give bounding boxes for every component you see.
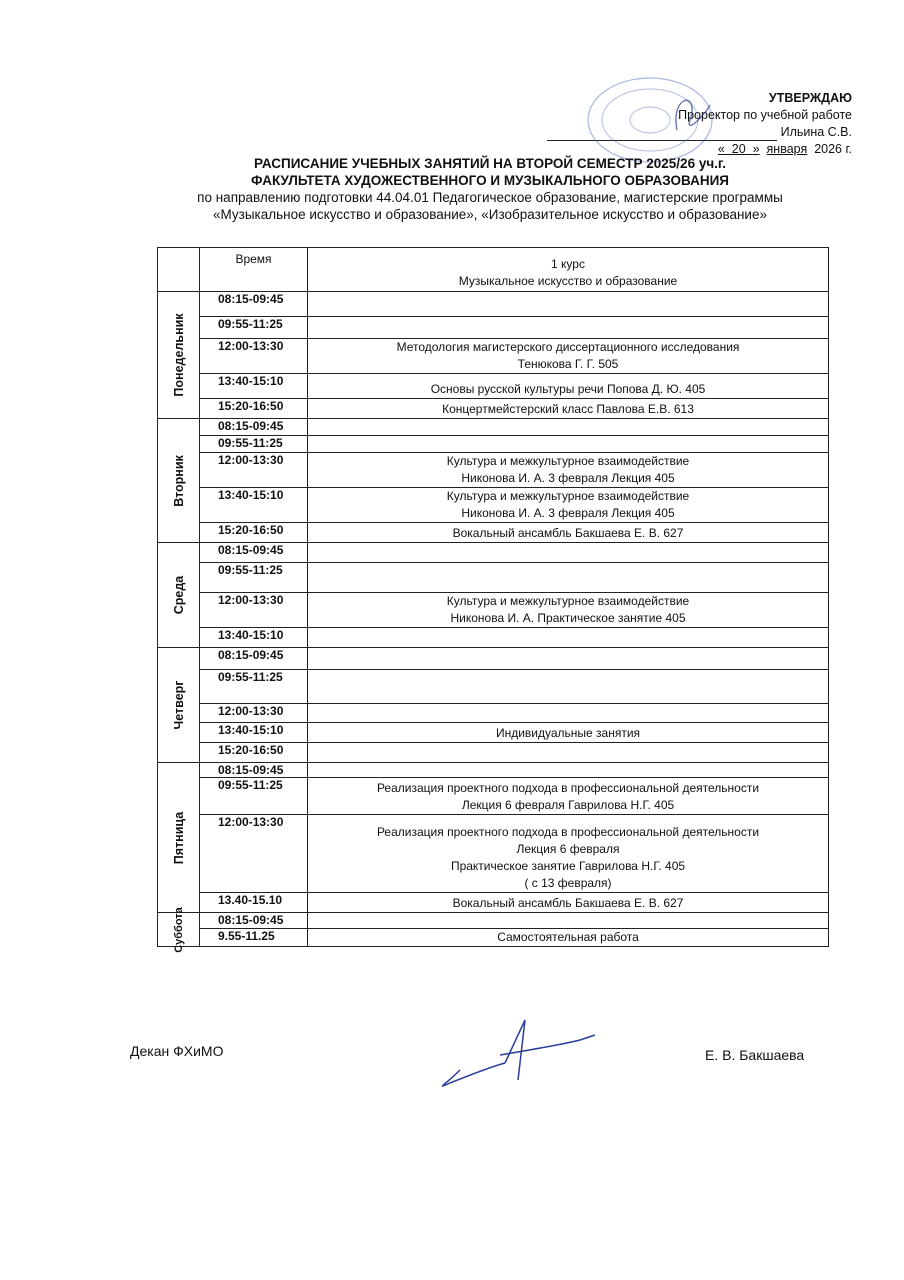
program-name: Музыкальное искусство и образование (458, 274, 678, 288)
heading-direction: по направлению подготовки 44.04.01 Педагогическое образование, магистерские программы (197, 190, 783, 205)
time-slot: 13.40-15.10 (200, 893, 308, 913)
subject-cell (308, 929, 829, 947)
time-slot: 08:15-09:45 (200, 763, 308, 778)
subject-line: Реализация проектного подхода в профессиональной деятельности (376, 781, 760, 795)
subject-cell (308, 488, 829, 523)
subject-cell (308, 815, 829, 893)
subject-line: Вокальный ансамбль Бакшаева Е. В. 627 (452, 896, 684, 910)
subject-cell (308, 399, 829, 419)
heading-title: РАСПИСАНИЕ УЧЕБНЫХ ЗАНЯТИЙ НА ВТОРОЙ СЕМЕСТР 2025/26 уч.г. (254, 156, 726, 171)
approve-date-year: 2026 г. (814, 142, 852, 156)
subject-line: Методология магистерского диссертационного исследования (396, 340, 740, 354)
time-slot: 08:15-09:45 (200, 913, 308, 929)
approve-name: Ильина С.В. (780, 125, 852, 139)
subject-cell (308, 593, 829, 628)
approve-date: « 20 » января 2026 г. (717, 142, 852, 156)
subject-line: Культура и межкультурное взаимодействие (446, 594, 690, 608)
subject-line: Тенюкова Г. Г. 505 (517, 357, 619, 371)
subject-cell (308, 419, 829, 436)
day-header-cell (158, 248, 200, 292)
time-slot: 13:40-15:10 (200, 723, 308, 743)
day-cell (158, 648, 200, 763)
subject-cell (308, 563, 829, 593)
time-slot: 13:40-15:10 (200, 374, 308, 399)
schedule-row (158, 543, 829, 563)
schedule-row (158, 743, 829, 763)
subject-cell (308, 743, 829, 763)
day-name: Понедельник (171, 313, 186, 397)
schedule-row (158, 436, 829, 453)
university-stamp (585, 75, 715, 165)
subject-cell (308, 339, 829, 374)
day-cell (158, 419, 200, 543)
subject-cell (308, 523, 829, 543)
day-cell (158, 543, 200, 648)
subject-cell (308, 704, 829, 723)
day-name: Вторник (171, 454, 186, 507)
schedule-row (158, 670, 829, 704)
schedule-row (158, 453, 829, 488)
subject-cell (308, 543, 829, 563)
subject-cell (308, 670, 829, 704)
schedule-row (158, 929, 829, 947)
time-slot: 09:55-11:25 (200, 563, 308, 593)
schedule-row (158, 488, 829, 523)
heading-programs: «Музыкальное искусство и образование», «Изобразительное искусство и образование» (213, 207, 767, 222)
time-header: Время (200, 248, 308, 292)
day-cell (158, 292, 200, 419)
time-slot: 09:55-11:25 (200, 436, 308, 453)
time-slot: 15:20-16:50 (200, 523, 308, 543)
dean-label: Декан ФХиМО (130, 1043, 224, 1059)
schedule-row (158, 593, 829, 628)
subject-line: Основы русской культуры речи Попова Д. Ю. 405 (430, 382, 706, 396)
day-cell (158, 763, 200, 913)
approve-word: УТВЕРЖДАЮ (768, 91, 852, 105)
course-number: 1 курс (551, 257, 585, 271)
time-slot: 15:20-16:50 (200, 743, 308, 763)
schedule-row (158, 419, 829, 436)
subject-cell (308, 913, 829, 929)
dean-name: Е. В. Бакшаева (705, 1047, 805, 1063)
schedule-row (158, 893, 829, 913)
subject-line: Никонова И. А. 3 февраля Лекция 405 (461, 471, 675, 485)
schedule-row (158, 374, 829, 399)
subject-line: Практическое занятие Гаврилова Н.Г. 405 (450, 859, 686, 873)
time-slot: 15:20-16:50 (200, 399, 308, 419)
day-name: Среда (171, 575, 186, 615)
subject-line: Лекция 6 февраля (516, 842, 620, 856)
schedule-row (158, 292, 829, 317)
day-name: Четверг (171, 680, 186, 730)
subject-line: Реализация проектного подхода в профессиональной деятельности (376, 825, 760, 839)
schedule-heading (150, 155, 830, 223)
schedule-body (158, 292, 829, 953)
subject-cell (308, 436, 829, 453)
subject-line: Культура и межкультурное взаимодействие (446, 454, 690, 468)
subject-cell (308, 317, 829, 339)
schedule-row (158, 723, 829, 743)
subject-cell (308, 763, 829, 778)
schedule-row (158, 913, 829, 929)
approve-position: Проректор по учебной работе (678, 108, 852, 122)
subject-cell (308, 628, 829, 648)
approve-date-month: января (766, 142, 808, 156)
subject-cell (308, 374, 829, 399)
subject-line: Культура и межкультурное взаимодействие (446, 489, 690, 503)
subject-cell (308, 778, 829, 815)
time-slot: 12:00-13:30 (200, 453, 308, 488)
time-slot: 09:55-11:25 (200, 778, 308, 815)
time-slot: 12:00-13:30 (200, 704, 308, 723)
time-slot: 08:15-09:45 (200, 419, 308, 436)
time-slot: 08:15-09:45 (200, 648, 308, 670)
subject-cell (308, 893, 829, 913)
time-slot: 12:00-13:30 (200, 815, 308, 893)
subject-line: Вокальный ансамбль Бакшаева Е. В. 627 (452, 526, 684, 540)
schedule-row (158, 563, 829, 593)
time-slot: 9.55-11.25 (200, 929, 308, 947)
subject-line: Лекция 6 февраля Гаврилова Н.Г. 405 (461, 798, 675, 812)
approve-date-day: 20 (731, 142, 746, 156)
time-slot: 09:55-11:25 (200, 670, 308, 704)
day-cell (158, 906, 200, 953)
schedule-row (158, 704, 829, 723)
subject-line: ( с 13 февраля) (524, 876, 612, 890)
schedule-row (158, 763, 829, 778)
dean-signature (430, 1015, 605, 1095)
time-slot: 12:00-13:30 (200, 339, 308, 374)
subject-line: Индивидуальные занятия (495, 726, 641, 740)
subject-cell (308, 648, 829, 670)
day-name: Пятница (171, 811, 186, 864)
schedule-row (158, 523, 829, 543)
subject-line: Концертмейстерский класс Павлова Е.В. 613 (442, 402, 694, 416)
time-slot: 12:00-13:30 (200, 593, 308, 628)
time-slot: 13:40-15:10 (200, 488, 308, 523)
subject-cell (308, 453, 829, 488)
time-slot: 09:55-11:25 (200, 317, 308, 339)
heading-faculty: ФАКУЛЬТЕТА ХУДОЖЕСТВЕННОГО И МУЗЫКАЛЬНОГО ОБРАЗОВАНИЯ (251, 173, 729, 188)
schedule-row (158, 778, 829, 815)
schedule-row (158, 317, 829, 339)
schedule-table (157, 247, 829, 953)
day-name: Суббота (172, 906, 185, 953)
schedule-row (158, 628, 829, 648)
subject-line: Никонова И. А. Практическое занятие 405 (450, 611, 686, 625)
time-slot: 08:15-09:45 (200, 292, 308, 317)
time-slot: 08:15-09:45 (200, 543, 308, 563)
subject-line: Никонова И. А. 3 февраля Лекция 405 (461, 506, 675, 520)
schedule-row (158, 815, 829, 893)
schedule-row (158, 648, 829, 670)
time-slot: 13:40-15:10 (200, 628, 308, 648)
schedule-row (158, 399, 829, 419)
subject-line: Самостоятельная работа (497, 930, 639, 944)
schedule-row (158, 339, 829, 374)
course-header (308, 248, 829, 292)
subject-cell (308, 723, 829, 743)
subject-cell (308, 292, 829, 317)
